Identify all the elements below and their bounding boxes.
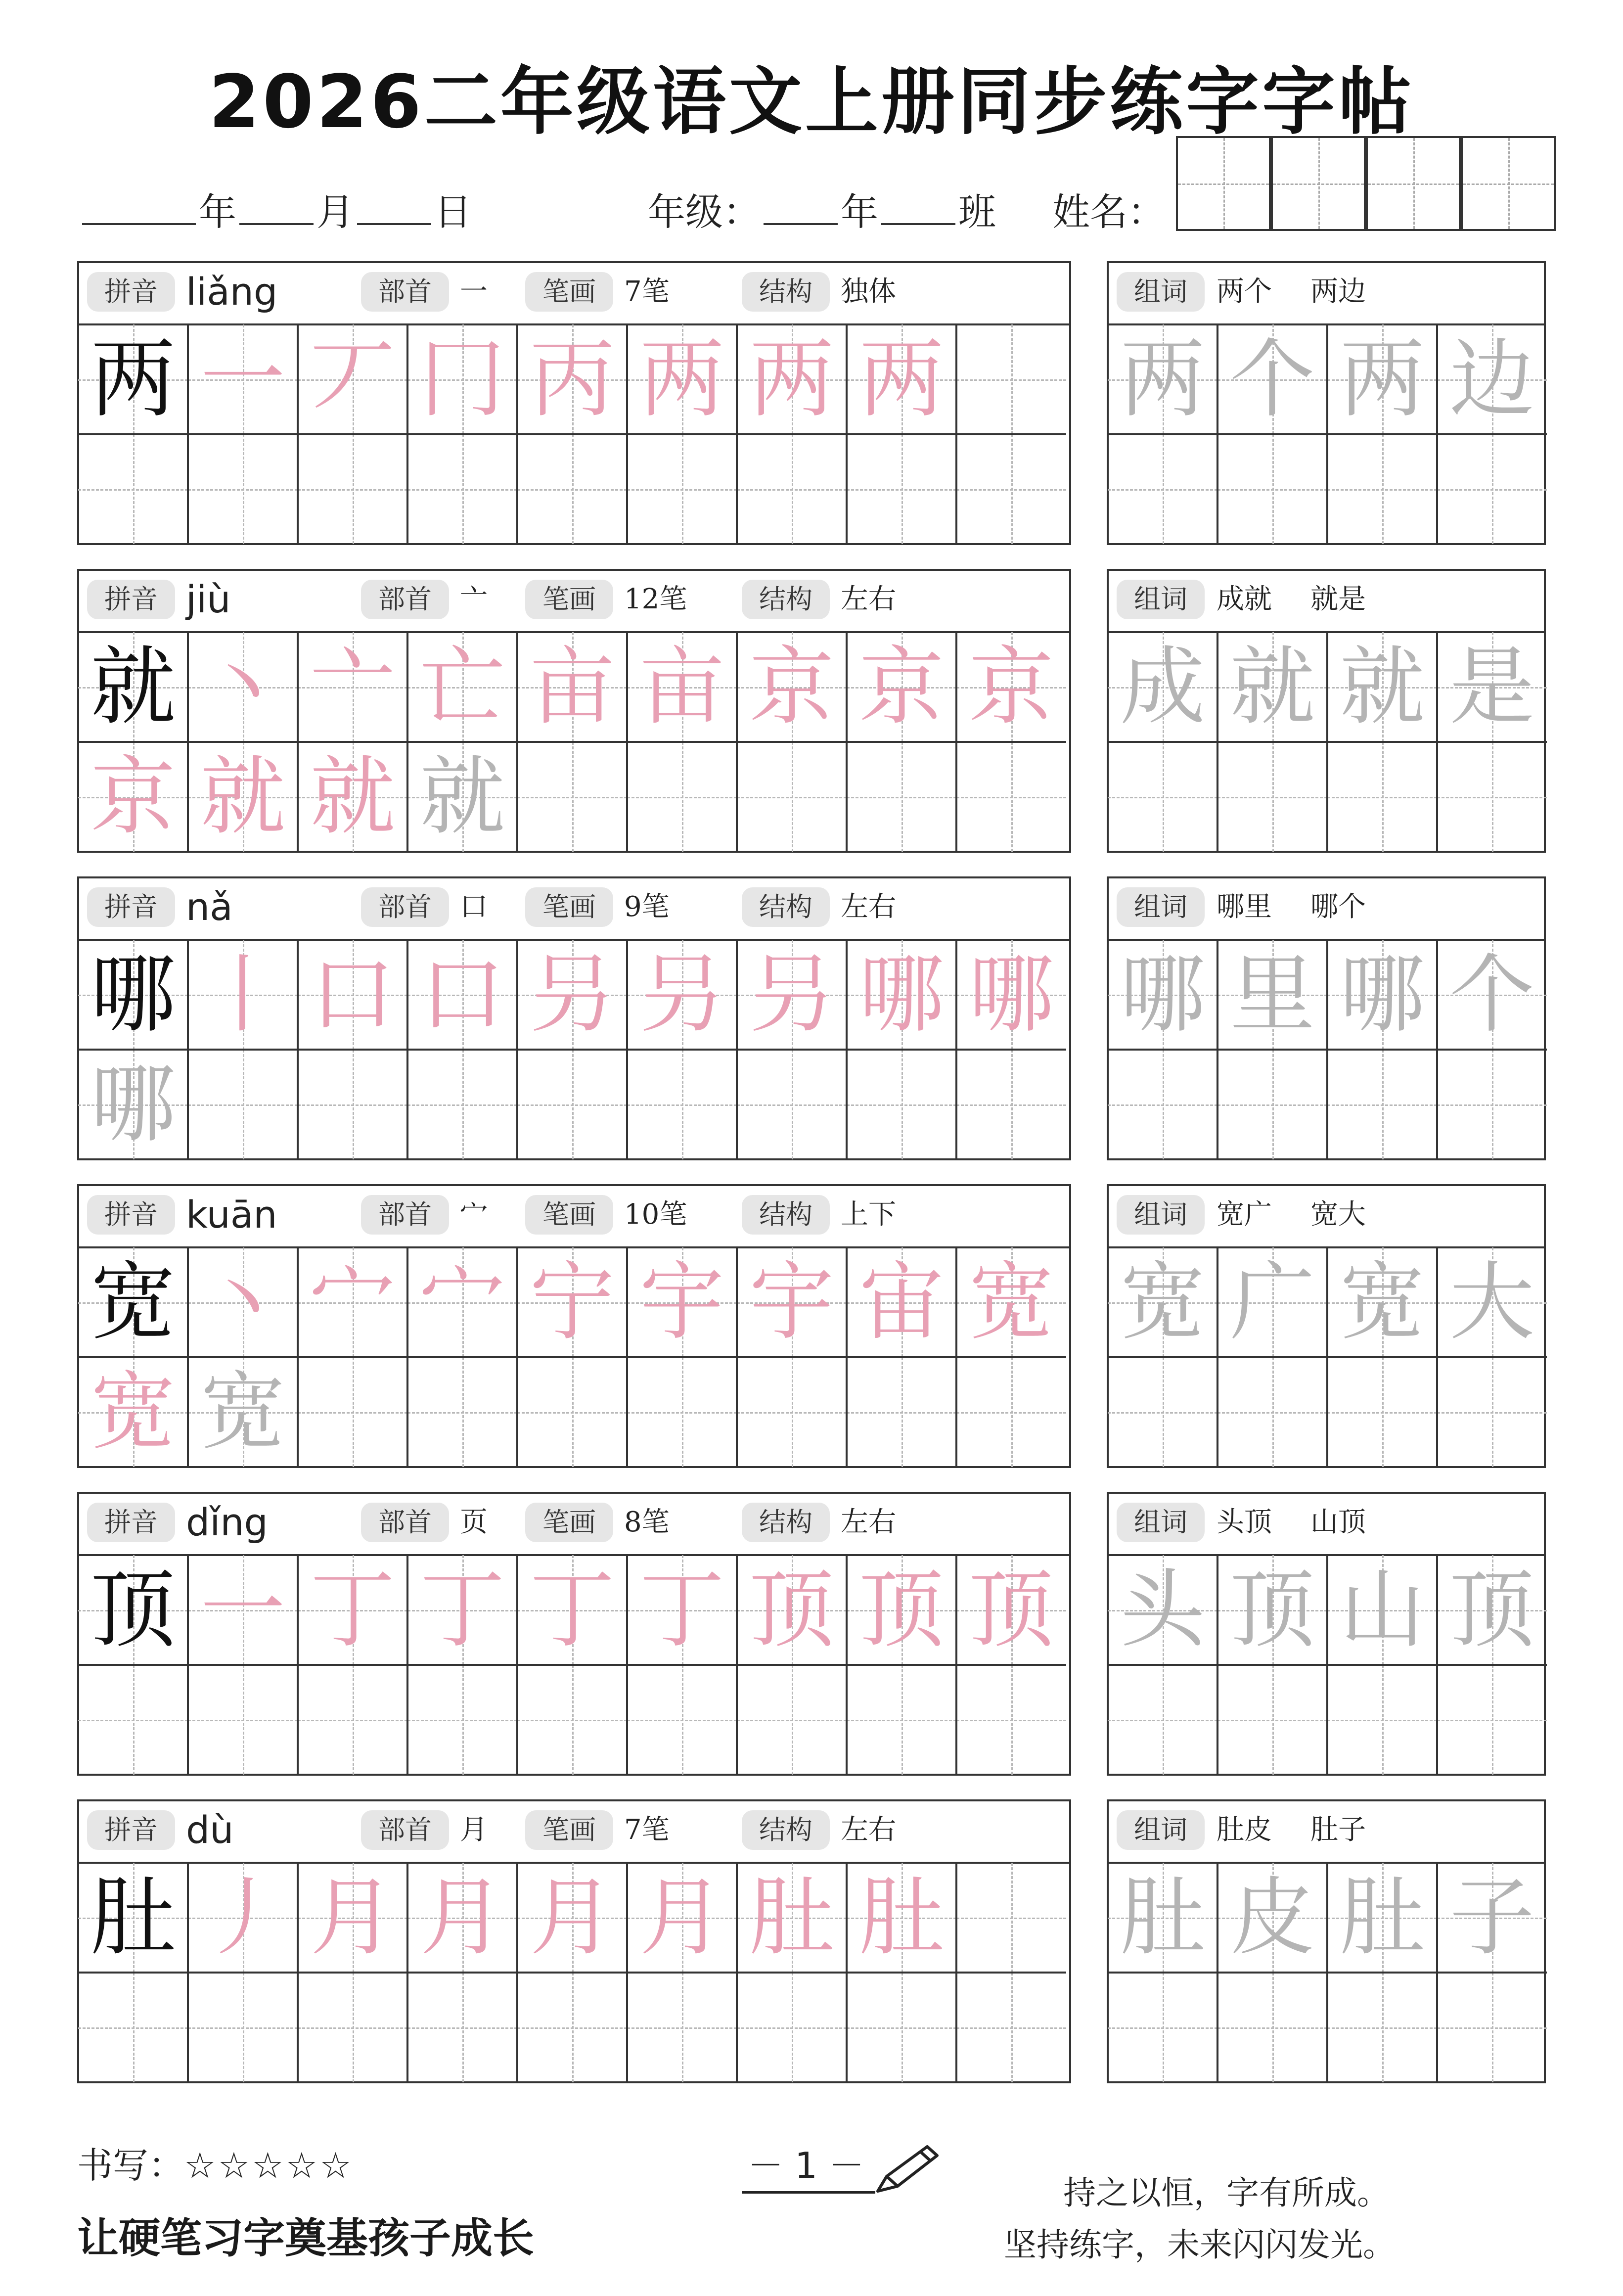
structure-value: 独体 — [841, 276, 896, 308]
radical-tag: 部首 — [361, 1810, 449, 1850]
radical-value: 亠 — [460, 583, 488, 615]
word-trace-char: 头 — [1120, 1560, 1205, 1659]
stroke-step: 丁 — [639, 1560, 724, 1659]
word-value: 哪里 — [1217, 891, 1272, 923]
word-value: 肚皮 — [1217, 1814, 1272, 1846]
stroke-step: 亠 — [310, 637, 395, 736]
stroke-step: 月 — [420, 1868, 505, 1967]
word-trace-char: 肚 — [1340, 1868, 1425, 1967]
word-value: 两个 — [1217, 276, 1272, 308]
page-underline — [742, 2191, 875, 2194]
day-label: 日 — [434, 190, 472, 234]
word-trace-char: 里 — [1230, 945, 1315, 1044]
stroke-step: 顶 — [859, 1560, 944, 1659]
stroke-step: 一 — [200, 329, 285, 429]
grade-year-label: 年 — [841, 190, 878, 234]
stroke-step: 亡 — [420, 637, 505, 736]
stroke-step: 丨 — [200, 945, 285, 1044]
stroke-step: 顶 — [969, 1560, 1054, 1659]
stroke-step: 丁 — [420, 1560, 505, 1659]
structure-value: 上下 — [841, 1198, 896, 1231]
radical-value: 月 — [460, 1814, 488, 1846]
stroke-step: 丶 — [200, 637, 285, 736]
word-value: 宽大 — [1310, 1198, 1366, 1231]
word-value: 宽广 — [1217, 1198, 1272, 1231]
stroke-step: 就 — [310, 747, 395, 846]
stroke-step: 冂 — [420, 329, 505, 429]
pinyin-value: kuān — [186, 1193, 277, 1237]
word-value: 肚子 — [1310, 1814, 1366, 1846]
structure-tag: 结构 — [742, 1503, 830, 1542]
word-trace-char: 哪 — [1340, 945, 1425, 1044]
radical-tag: 部首 — [361, 1503, 449, 1542]
radical-value: 宀 — [460, 1198, 488, 1231]
word-trace-char: 顶 — [1230, 1560, 1315, 1659]
class-label: 班 — [958, 190, 996, 234]
strokes-tag: 笔画 — [525, 1195, 613, 1235]
stroke-step: 就 — [420, 747, 505, 846]
stroke-step: 亩 — [530, 637, 615, 736]
stroke-step: 丙 — [530, 329, 615, 429]
motto-2: 坚持练字，未来闪闪发光。 — [1004, 2226, 1396, 2264]
stroke-step: 宽 — [969, 1252, 1054, 1352]
word-trace-char: 广 — [1230, 1252, 1315, 1352]
strokes-value: 10笔 — [624, 1198, 687, 1231]
main-character: 哪 — [90, 945, 176, 1044]
word-trace-char: 个 — [1449, 945, 1534, 1044]
word-trace-char: 宽 — [1340, 1252, 1425, 1352]
word-trace-char: 哪 — [1120, 945, 1205, 1044]
stroke-step: 宽 — [90, 1362, 176, 1462]
stroke-step: 丁 — [530, 1560, 615, 1659]
words-tag: 组词 — [1117, 272, 1205, 312]
radical-value: 页 — [460, 1506, 488, 1538]
strokes-tag: 笔画 — [525, 1503, 613, 1542]
radical-tag: 部首 — [361, 1195, 449, 1235]
stroke-step: 宇 — [639, 1252, 724, 1352]
radical-value: 口 — [460, 891, 488, 923]
structure-value: 左右 — [841, 583, 896, 615]
stroke-step: 叧 — [530, 945, 615, 1044]
pinyin-value: dǐng — [186, 1500, 268, 1544]
stroke-step: 京 — [859, 637, 944, 736]
page-number: － 1 － — [748, 2145, 864, 2186]
radical-value: 一 — [460, 276, 488, 308]
pinyin-value: nǎ — [186, 885, 233, 929]
stroke-step: 宁 — [530, 1252, 615, 1352]
main-character: 两 — [90, 329, 176, 429]
stroke-step: 宇 — [749, 1252, 834, 1352]
word-trace-char: 是 — [1449, 637, 1534, 736]
stroke-step: 丁 — [310, 1560, 395, 1659]
word-trace-char: 两 — [1340, 329, 1425, 429]
stroke-step: 肚 — [749, 1868, 834, 1967]
word-trace-char: 顶 — [1449, 1560, 1534, 1659]
radical-tag: 部首 — [361, 272, 449, 312]
stroke-step: 叧 — [749, 945, 834, 1044]
words-tag: 组词 — [1117, 887, 1205, 927]
structure-tag: 结构 — [742, 580, 830, 619]
stroke-step: 两 — [639, 329, 724, 429]
pinyin-tag: 拼音 — [87, 580, 175, 619]
pinyin-value: liǎng — [186, 270, 278, 314]
slogan: 让硬笔习字奠基孩子成长 — [77, 2214, 535, 2262]
word-value: 头顶 — [1217, 1506, 1272, 1538]
stroke-step: 哪 — [969, 945, 1054, 1044]
word-trace-char: 边 — [1449, 329, 1534, 429]
main-character: 顶 — [90, 1560, 176, 1659]
stroke-step: 口 — [420, 945, 505, 1044]
stroke-step: 亩 — [639, 637, 724, 736]
structure-tag: 结构 — [742, 1810, 830, 1850]
month-label: 月 — [316, 190, 354, 234]
pinyin-tag: 拼音 — [87, 1503, 175, 1542]
stroke-step: 丆 — [310, 329, 395, 429]
word-value: 哪个 — [1310, 891, 1366, 923]
word-value: 成就 — [1217, 583, 1272, 615]
word-trace-char: 成 — [1120, 637, 1205, 736]
stroke-step: 两 — [859, 329, 944, 429]
pinyin-tag: 拼音 — [87, 1195, 175, 1235]
word-trace-char: 皮 — [1230, 1868, 1315, 1967]
stroke-step: 京 — [90, 747, 176, 846]
rating-label: 书写： — [77, 2145, 184, 2186]
stroke-step: 宽 — [200, 1362, 285, 1462]
stroke-step: 月 — [639, 1868, 724, 1967]
pinyin-tag: 拼音 — [87, 272, 175, 312]
stroke-step: 宀 — [420, 1252, 505, 1352]
strokes-value: 8笔 — [624, 1506, 670, 1538]
main-character: 就 — [90, 637, 176, 736]
word-value: 两边 — [1310, 276, 1366, 308]
structure-value: 左右 — [841, 1506, 896, 1538]
radical-tag: 部首 — [361, 887, 449, 927]
stroke-step: 哪 — [859, 945, 944, 1044]
structure-tag: 结构 — [742, 272, 830, 312]
main-character: 宽 — [90, 1252, 176, 1352]
word-trace-char: 宽 — [1120, 1252, 1205, 1352]
strokes-tag: 笔画 — [525, 580, 613, 619]
word-trace-char: 大 — [1449, 1252, 1534, 1352]
pinyin-tag: 拼音 — [87, 1810, 175, 1850]
strokes-value: 9笔 — [624, 891, 670, 923]
structure-value: 左右 — [841, 891, 896, 923]
stroke-step: 丿 — [200, 1868, 285, 1967]
pinyin-tag: 拼音 — [87, 887, 175, 927]
stroke-step: 顶 — [749, 1560, 834, 1659]
word-trace-char: 两 — [1120, 329, 1205, 429]
radical-tag: 部首 — [361, 580, 449, 619]
name-label: 姓名： — [1052, 190, 1166, 234]
word-trace-char: 就 — [1230, 637, 1315, 736]
words-tag: 组词 — [1117, 580, 1205, 619]
stroke-step: 口 — [310, 945, 395, 1044]
structure-value: 左右 — [841, 1814, 896, 1846]
star-rating[interactable]: ☆☆☆☆☆ — [184, 2145, 354, 2186]
stroke-step: 月 — [530, 1868, 615, 1967]
word-trace-char: 就 — [1340, 637, 1425, 736]
strokes-tag: 笔画 — [525, 272, 613, 312]
grade-label: 年级： — [648, 190, 761, 234]
stroke-step: 两 — [749, 329, 834, 429]
stroke-step: 叧 — [639, 945, 724, 1044]
structure-tag: 结构 — [742, 1195, 830, 1235]
word-trace-char: 子 — [1449, 1868, 1534, 1967]
stroke-step: 月 — [310, 1868, 395, 1967]
stroke-step: 哪 — [90, 1055, 176, 1154]
pen-icon — [873, 2142, 942, 2196]
words-tag: 组词 — [1117, 1503, 1205, 1542]
strokes-value: 7笔 — [624, 1814, 670, 1846]
stroke-step: 一 — [200, 1560, 285, 1659]
stroke-step: 宀 — [310, 1252, 395, 1352]
word-trace-char: 个 — [1230, 329, 1315, 429]
pinyin-value: jiù — [186, 577, 231, 621]
motto-1: 持之以恒，字有所成。 — [1063, 2174, 1390, 2212]
pinyin-value: dù — [186, 1808, 234, 1852]
strokes-tag: 笔画 — [525, 1810, 613, 1850]
structure-tag: 结构 — [742, 887, 830, 927]
word-trace-char: 肚 — [1120, 1868, 1205, 1967]
stroke-step: 就 — [200, 747, 285, 846]
page-title: 2026二年级语文上册同步练字字帖 — [209, 59, 1414, 144]
strokes-tag: 笔画 — [525, 887, 613, 927]
stroke-step: 丶 — [200, 1252, 285, 1352]
main-character: 肚 — [90, 1868, 176, 1967]
stroke-step: 京 — [969, 637, 1054, 736]
word-value: 山顶 — [1310, 1506, 1366, 1538]
stroke-step: 宙 — [859, 1252, 944, 1352]
words-tag: 组词 — [1117, 1195, 1205, 1235]
rating — [77, 2137, 354, 2188]
word-value: 就是 — [1310, 583, 1366, 615]
name-boxes[interactable] — [1176, 136, 1557, 231]
date-line — [79, 182, 472, 236]
word-trace-char: 山 — [1340, 1560, 1425, 1659]
strokes-value: 12笔 — [624, 583, 687, 615]
stroke-step: 京 — [749, 637, 834, 736]
words-tag: 组词 — [1117, 1810, 1205, 1850]
grade-line — [648, 182, 1165, 236]
stroke-step: 肚 — [859, 1868, 944, 1967]
year-label: 年 — [199, 190, 236, 234]
strokes-value: 7笔 — [624, 276, 670, 308]
